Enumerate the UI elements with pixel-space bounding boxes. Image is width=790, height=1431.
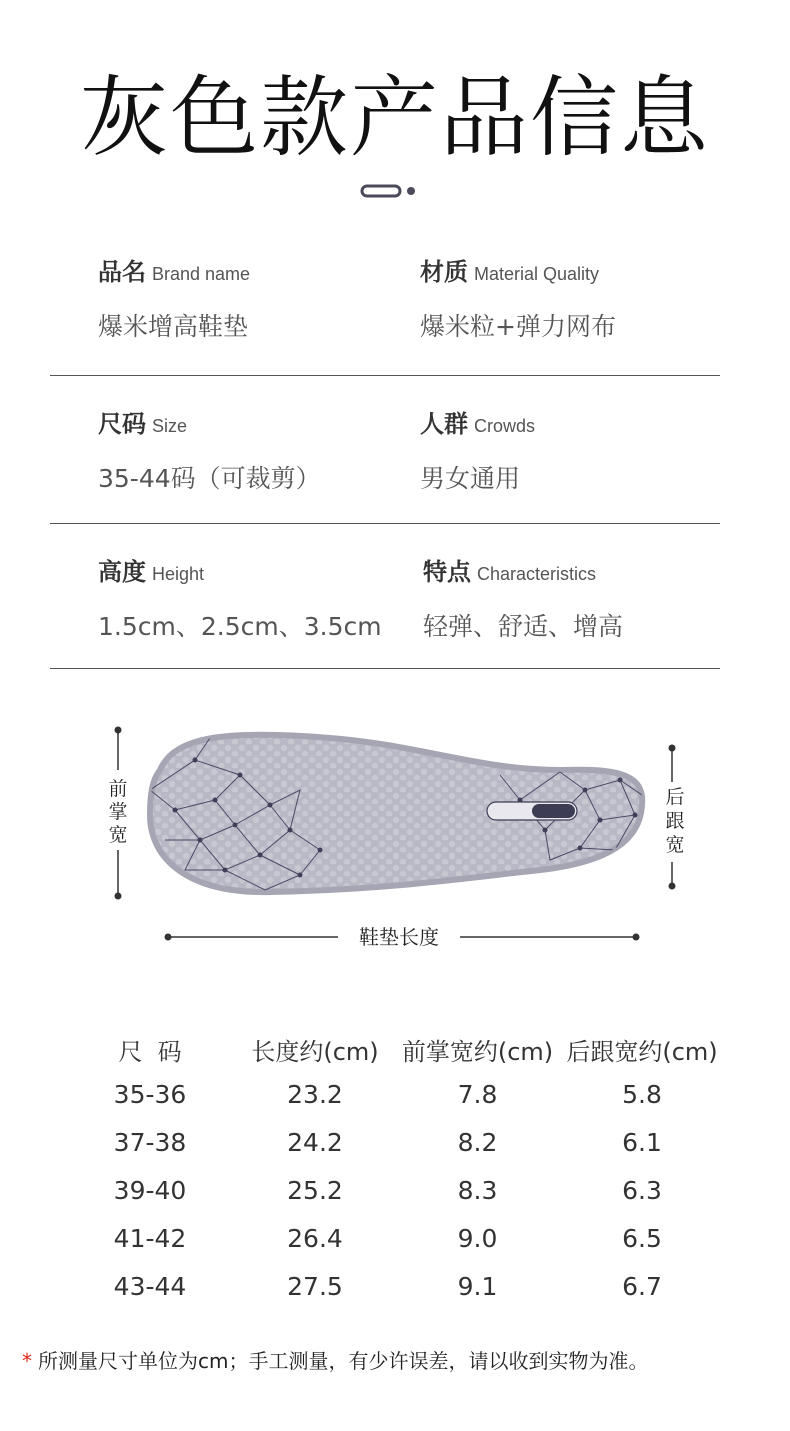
- info-height: [98, 552, 382, 643]
- forefoot-label-1: 前: [108, 778, 128, 800]
- table-cell: 23.2: [287, 1080, 343, 1109]
- heel-label-1: 后: [665, 786, 685, 808]
- measurement-note: [22, 1345, 782, 1374]
- insole-logo: [487, 802, 577, 820]
- page-title: 灰色款产品信息: [79, 66, 710, 169]
- info-value: 1.5cm、2.5cm、3.5cm: [98, 612, 382, 641]
- info-label-en: Material Quality: [474, 264, 600, 284]
- table-cell: 26.4: [287, 1224, 343, 1253]
- table-cell: 39-40: [113, 1176, 187, 1205]
- divider: [50, 668, 720, 669]
- table-cell: 35-36: [113, 1080, 187, 1109]
- table-cell: 25.2: [287, 1176, 343, 1205]
- heel-label-2: 跟: [665, 810, 685, 832]
- forefoot-label-2: 掌: [108, 801, 128, 823]
- info-label: 尺码: [98, 410, 146, 438]
- info-value: 爆米粒+弹力网布: [420, 312, 616, 341]
- table-cell: 37-38: [113, 1128, 187, 1157]
- header-heel: 后跟宽约(cm): [566, 1038, 718, 1066]
- table-row: [90, 1272, 750, 1320]
- table-cell: 6.7: [622, 1272, 662, 1301]
- info-crowds: [420, 404, 535, 495]
- table-cell: 41-42: [113, 1224, 187, 1253]
- info-material: [420, 252, 616, 343]
- table-row: [90, 1080, 750, 1128]
- table-cell: 5.8: [622, 1080, 662, 1109]
- info-size: [98, 404, 321, 495]
- info-value: 轻弹、舒适、增高: [423, 612, 624, 641]
- table-row: [90, 1176, 750, 1224]
- info-label-en: Characteristics: [477, 564, 597, 584]
- info-value: 男女通用: [420, 464, 521, 493]
- info-label-en: Crowds: [474, 416, 536, 436]
- heel-width-marker: [665, 745, 684, 890]
- table-cell: 6.3: [622, 1176, 662, 1205]
- table-cell: 8.2: [457, 1128, 498, 1157]
- title-decoration: [0, 182, 790, 202]
- note-text: 所测量尺寸单位为cm；手工测量，有少许误差，请以收到实物为准。: [38, 1349, 649, 1373]
- length-marker: [165, 925, 640, 949]
- info-label-en: Brand name: [152, 264, 251, 284]
- table-cell: 8.3: [457, 1176, 498, 1205]
- heel-label-3: 宽: [665, 834, 685, 856]
- table-cell: 9.1: [457, 1272, 498, 1301]
- info-label: 人群: [420, 410, 468, 438]
- insole-diagram: [0, 700, 790, 960]
- info-label: 高度: [98, 558, 146, 586]
- insole-image: [150, 735, 642, 892]
- note-star: *: [22, 1349, 32, 1373]
- table-row: [90, 1128, 750, 1176]
- table-cell: 24.2: [287, 1128, 343, 1157]
- info-value: 爆米增高鞋垫: [98, 312, 249, 341]
- table-header: [90, 1032, 750, 1080]
- forefoot-width-marker: [108, 727, 127, 900]
- divider: [50, 375, 720, 376]
- info-label: 特点: [423, 558, 471, 586]
- size-table: [90, 1032, 750, 1320]
- info-characteristics: [423, 552, 623, 643]
- table-cell: 6.5: [622, 1224, 662, 1253]
- info-brand-name: [98, 252, 250, 343]
- info-label: 材质: [420, 258, 468, 286]
- info-label-en: Height: [152, 564, 205, 584]
- divider: [50, 523, 720, 524]
- header-forefoot: 前掌宽约(cm): [401, 1038, 554, 1066]
- table-cell: 7.8: [457, 1080, 498, 1109]
- length-label: 鞋垫长度: [359, 925, 439, 949]
- info-label-en: Size: [152, 416, 188, 436]
- table-cell: 9.0: [457, 1224, 498, 1253]
- header-length: 长度约(cm): [251, 1038, 379, 1066]
- forefoot-label-3: 宽: [108, 824, 128, 846]
- table-cell: 43-44: [113, 1272, 187, 1301]
- info-label: 品名: [98, 258, 146, 286]
- header-size: 尺 码: [118, 1038, 182, 1066]
- table-row: [90, 1224, 750, 1272]
- table-cell: 27.5: [287, 1272, 343, 1301]
- table-cell: 6.1: [622, 1128, 662, 1157]
- info-value: 35-44码（可裁剪）: [98, 464, 321, 493]
